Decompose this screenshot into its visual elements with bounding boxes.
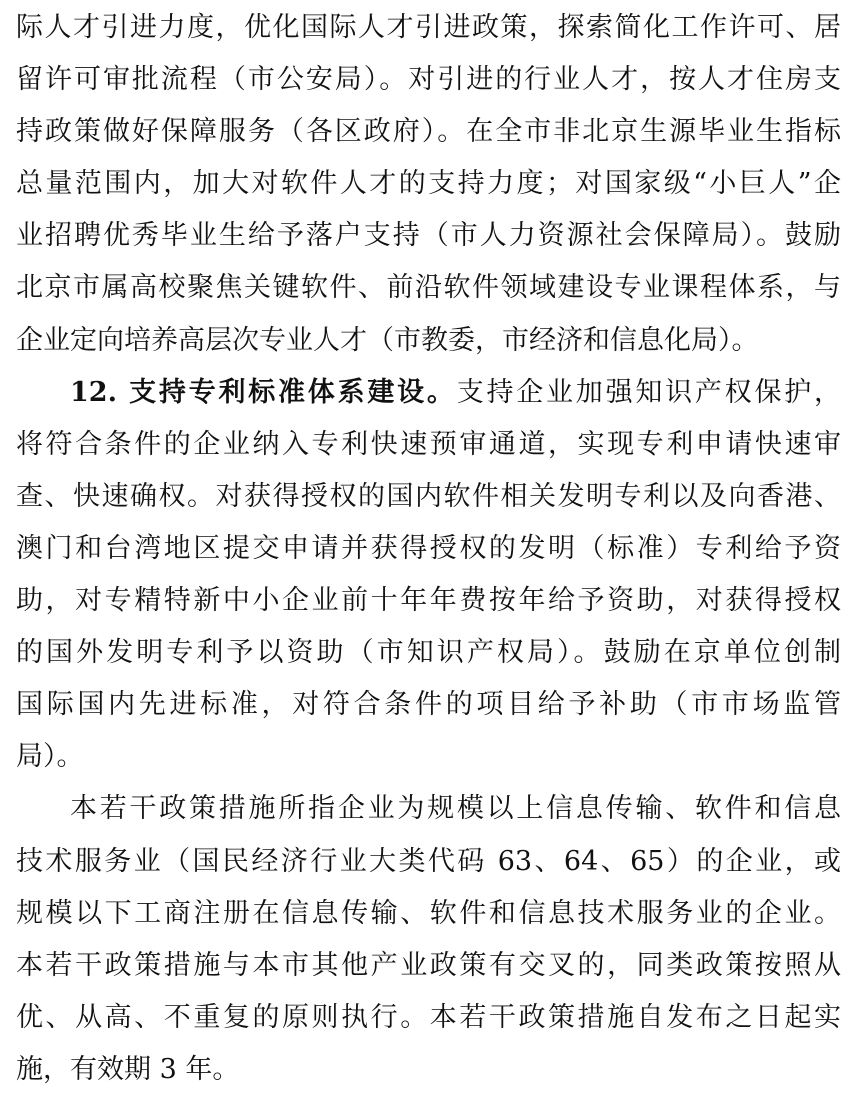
text-line: 企业定向培养高层次专业人才（市教委，市经济和信息化局）。 [16,324,759,356]
text-line: 的国外发明专利予以资助（市知识产权局）。鼓励在京单位创制 [16,637,841,669]
text-line: 查、快速确权。对获得授权的国内软件相关发明专利以及向香港、 [16,480,841,512]
section-first-line [16,367,841,419]
text-line: 规模以下工商注册在信息传输、软件和信息技术服务业的企业。 [16,897,841,929]
text-line: 留许可审批流程（市公安局）。对引进的行业人才，按人才住房支 [16,64,841,96]
text-line: 北京市属高校聚焦关键软件、前沿软件领域建设专业课程体系，与 [16,272,841,304]
text-line: 本若干政策措施与本市其他产业政策有交叉的，同类政策按照从 [16,949,841,981]
text-line: 总量范围内，加大对软件人才的支持力度；对国家级“小巨人”企 [16,168,841,200]
section-heading: 12. 支持专利标准体系建设。 [70,376,457,408]
text-line: 局）。 [16,741,84,773]
text-line: 持政策做好保障服务（各区政府）。在全市非北京生源毕业生指标 [16,116,841,148]
text-line: 本若干政策措施所指企业为规模以上信息传输、软件和信息 [70,793,841,825]
text-line: 助，对专精特新中小企业前十年年费按年给予资助，对获得授权 [16,585,841,617]
paragraph-scope-and-validity [16,783,841,1096]
text-line: 业招聘优秀毕业生给予落户支持（市人力资源社会保障局）。鼓励 [16,220,841,252]
text-line: 际人才引进力度，优化国际人才引进政策，探索简化工作许可、居 [16,12,841,43]
text-line: 技术服务业（国民经济行业大类代码 63、64、65）的企业，或 [16,845,841,877]
paragraph-patent-standards [16,367,841,784]
text-line: 优、从高、不重复的原则执行。本若干政策措施自发布之日起实 [16,1001,841,1033]
section-first-line-text: 支持企业加强知识产权保护， [456,376,841,408]
text-line: 施，有效期 3 年。 [16,1053,240,1085]
text-line: 国际国内先进标准，对符合条件的项目给予补助（市市场监管 [16,689,841,721]
text-line: 将符合条件的企业纳入专利快速预审通道，实现专利申请快速审 [16,428,841,460]
paragraph-talent-support [16,2,841,367]
text-line: 澳门和台湾地区提交申请并获得授权的发明（标准）专利给予资 [16,532,841,564]
